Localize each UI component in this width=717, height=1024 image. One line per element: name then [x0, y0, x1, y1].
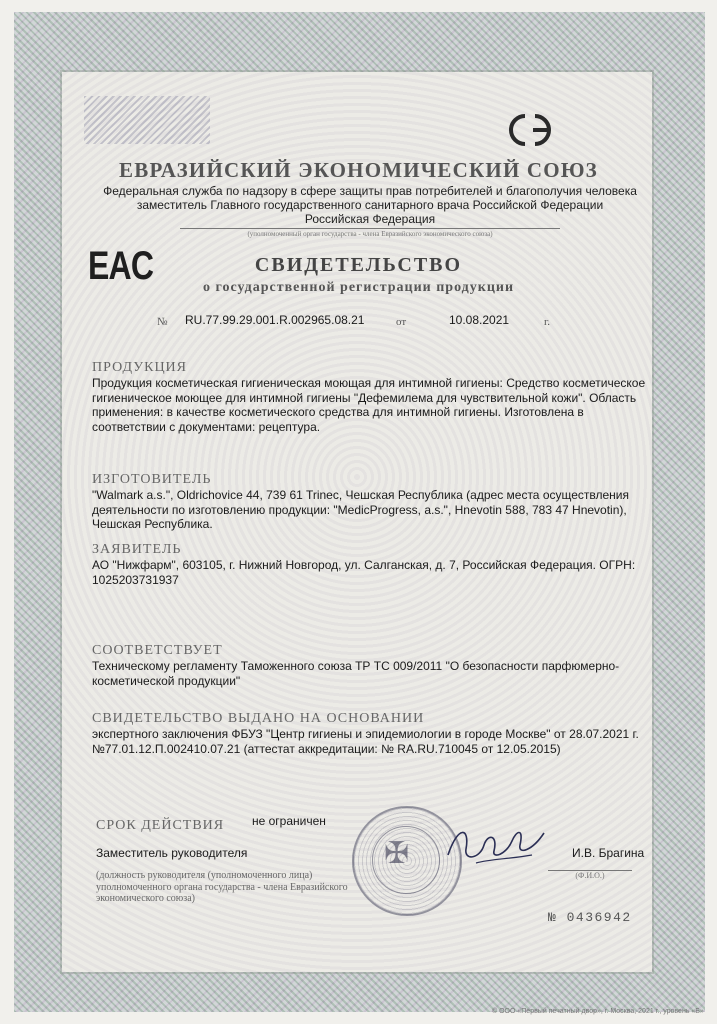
agency-line: Российская Федерация — [304, 212, 436, 226]
printer-note: © ООО «Первый печатный двор», г. Москва, 2021 г., уровень «Б» — [492, 1008, 704, 1015]
section-text: АО "Нижфарм", 603105, г. Нижний Новгород, ул. Салганская, д. 7, Российская Федерация. ОГРН: 1025203731937 — [92, 558, 636, 587]
fio-caption: (Ф.И.О.) — [548, 870, 632, 880]
product-section — [92, 360, 652, 434]
validity-value: не ограничен — [252, 814, 326, 828]
applicant-section — [92, 542, 652, 587]
section-heading: ПРОДУКЦИЯ — [92, 360, 188, 375]
date-label: от — [396, 316, 407, 328]
section-text: Продукция косметическая гигиеническая моющая для интимной гигиены: Средство косметическое гигиеническое моющее для интимной гигиены "Дефемилема для чувствительной кожи". Область применения: в качестве косметического средства для интимной гигиены. Изготовлена в соответствии с документами: рецептура. — [92, 376, 646, 434]
section-heading: СВИДЕТЕЛЬСТВО ВЫДАНО НА ОСНОВАНИИ — [92, 711, 425, 726]
eac-mark-icon: EAC — [88, 244, 154, 288]
registration-date: 10.08.2021 — [449, 313, 510, 327]
blank-serial-number: № 0436942 — [548, 910, 632, 925]
section-text: "Walmark a.s.", Oldrichovice 44, 739 61 Trinec, Чешская Республика (адрес места осуществления деятельности по изготовлению продукции: "MedicProgress, a.s.", Hnevotin 588, 783 47 Hnevotin), Чешская Республика. — [92, 488, 629, 531]
guilloche-pattern — [84, 96, 210, 144]
signatory-name: И.В. Брагина — [572, 846, 645, 860]
section-text: экспертного заключения ФБУЗ "Центр гигиены и эпидемиологии в городе Москве" от 28.07.2021 г. №77.01.12.П.002410.07.21 (аттестат аккредитации: № RA.RU.710045 от 12.05.2015) — [92, 727, 639, 756]
agency-line: Федеральная служба по надзору в сфере защиты прав потребителей и благополучия человека — [103, 184, 637, 198]
validity-heading: СРОК ДЕЙСТВИЯ — [96, 818, 225, 833]
official-seal-icon: ✠ — [352, 806, 462, 916]
signatory-footnote: (должность руководителя (уполномоченного лица) уполномоченного органа государства - члена Евразийского экономического союза) — [96, 870, 348, 904]
year-suffix: г. — [544, 316, 551, 328]
issuing-agency — [90, 184, 650, 226]
union-name: ЕВРАЗИЙСКИЙ ЭКОНОМИЧЕСКИЙ СОЮЗ — [119, 158, 598, 182]
agency-caption: (уполномоченный орган государства - члена Евразийского экономического союза) — [180, 228, 560, 238]
conformity-section — [92, 643, 652, 688]
certificate-title: СВИДЕТЕЛЬСТВО — [254, 254, 463, 276]
section-heading: СООТВЕТСТВУЕТ — [92, 643, 223, 658]
signature-icon — [440, 815, 550, 875]
basis-section — [92, 711, 652, 756]
number-label: № — [157, 316, 168, 328]
section-heading: ЗАЯВИТЕЛЬ — [92, 542, 182, 557]
se-logo-icon — [503, 110, 567, 150]
signatory-position: Заместитель руководителя — [96, 846, 248, 860]
section-heading: ИЗГОТОВИТЕЛЬ — [92, 472, 212, 487]
manufacturer-section — [92, 472, 652, 532]
registration-number: RU.77.99.29.001.R.002965.08.21 — [185, 313, 365, 327]
section-text: Техническому регламенту Таможенного союза ТР ТС 009/2011 "О безопасности парфюмерно-косметической продукции" — [92, 659, 620, 688]
certificate-subtitle: о государственной регистрации продукции — [202, 280, 515, 295]
agency-line: заместитель Главного государственного санитарного врача Российской Федерации — [136, 198, 604, 212]
